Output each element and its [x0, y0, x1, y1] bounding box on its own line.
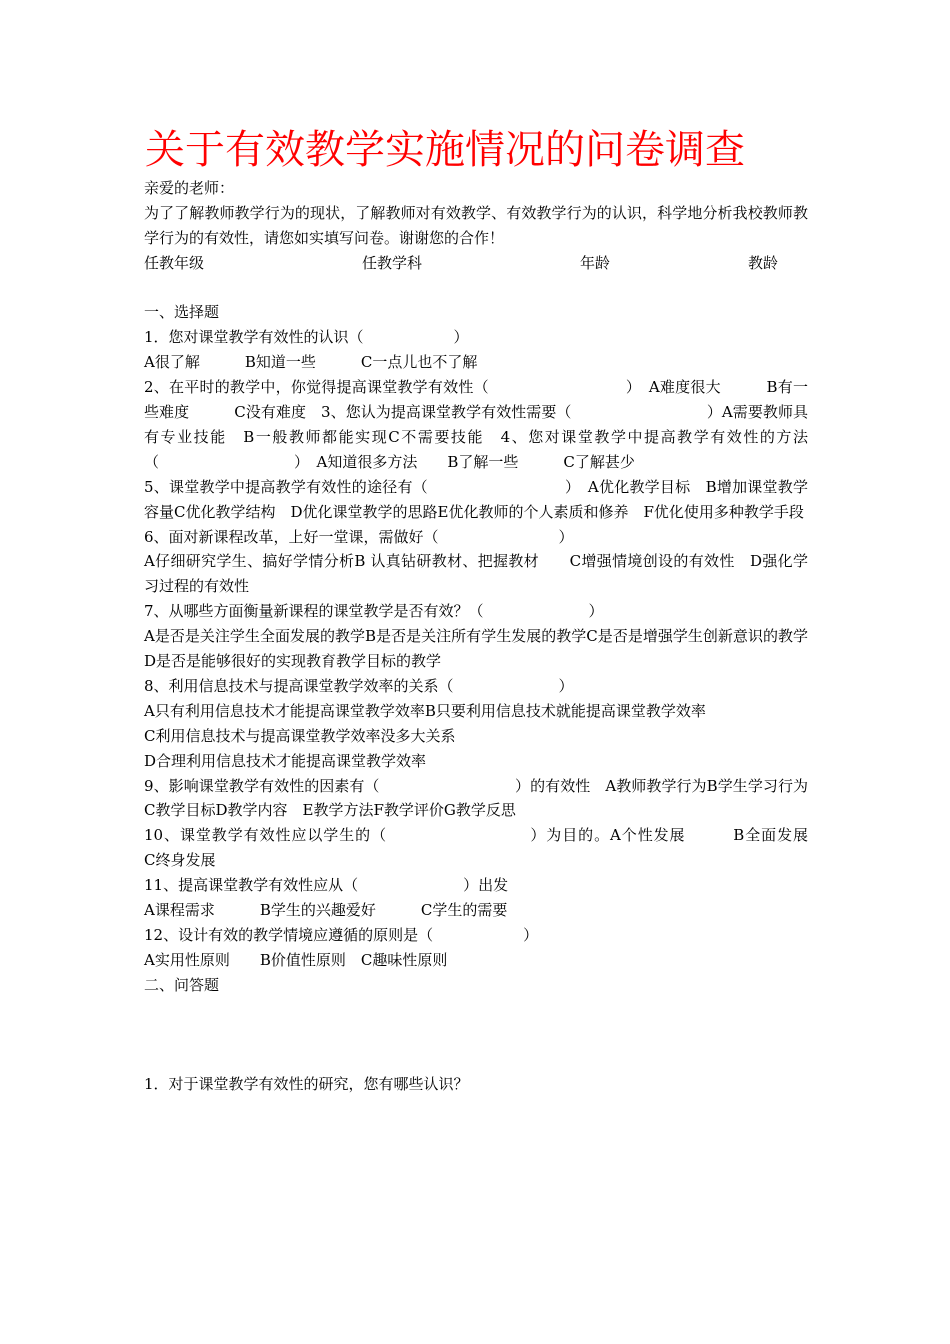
question-11-options: A课程需求 B学生的兴趣爱好 C学生的需要 [144, 901, 508, 920]
spacer [144, 998, 808, 1072]
question-11: 11、提高课堂教学有效性应从（ ）出发 [144, 876, 509, 895]
question-10: 10、课堂教学有效性应以学生的（ ）为目的。A个性发展 B全面发展 C终身发展 [144, 826, 854, 870]
info-fields-row [144, 251, 808, 276]
questions-2-to-4: 2、在平时的教学中，你觉得提高课堂教学有效性（ ） A难度很大 B有一些难度 C没有难度 3、您认为提高课堂教学有效性需要（ ）A需要教师具有专业技能 B一般教师都能实现C不需要技能 4、您对课堂教学中提高教学有效性的方法（ ） A知道很多方法 B了解一些 C了解甚少 [144, 378, 808, 471]
question-12-options: A实用性原则 B价值性原则 C趣味性原则 [144, 950, 448, 969]
question-8-option-c: C利用信息技术与提高课堂教学效率没多大关系 [144, 726, 456, 745]
qa-question-1: 1．对于课堂教学有效性的研究，您有哪些认识？ [144, 1074, 469, 1093]
field-subject: 任教学科 [362, 253, 423, 272]
question-7: 7、从哪些方面衡量新课程的课堂教学是否有效？（ ） [144, 602, 604, 621]
questionnaire-body [144, 176, 854, 1097]
page-title: 关于有效教学实施情况的问卷调查 [145, 127, 745, 173]
question-8-option-d: D合理利用信息技术才能提高课堂教学效率 [144, 751, 427, 770]
question-1-options: A很了解 B知道一些 C一点儿也不了解 [144, 353, 478, 372]
question-6: 6、面对新课程改革，上好一堂课，需做好（ ） [144, 527, 574, 546]
question-8: 8、利用信息技术与提高课堂教学效率的关系（ ） [144, 677, 574, 695]
question-9: 9、影响课堂教学有效性的因素有（ ）的有效性 A教师教学行为B学生学习行为C教学目标D教学内容 E教学方法F教学评价G教学反思 [144, 776, 808, 820]
question-8-option-ab: A只有利用信息技术才能提高课堂教学效率B只要利用信息技术就能提高课堂教学效率 [144, 701, 706, 720]
field-age: 年龄 [580, 253, 611, 272]
greeting: 亲爱的老师： [144, 179, 235, 197]
section-heading-qa: 二、问答题 [144, 975, 220, 994]
spacer [144, 276, 808, 301]
field-grade: 任教年级 [144, 253, 205, 272]
section-heading-choice: 一、选择题 [144, 303, 220, 322]
question-1: 1．您对课堂教学有效性的认识（ ） [144, 328, 469, 347]
question-7-options: A是否是关注学生全面发展的教学B是否是关注所有学生发展的教学C是否是增强学生创新意识的教学D是否是能够很好的实现教育教学目标的教学 [144, 627, 808, 671]
question-6-options: A仔细研究学生、搞好学情分析B 认真钻研教材、把握教材 C增强情境创设的有效性 D强化学习过程的有效性 [144, 552, 808, 596]
question-12: 12、设计有效的教学情境应遵循的原则是（ ） [144, 925, 539, 944]
question-5: 5、课堂教学中提高教学有效性的途径有（ ） A优化教学目标 B增加课堂教学容量C优化教学结构 D优化课堂教学的思路E优化教师的个人素质和修养 F优化使用多种教学手段 [144, 477, 808, 521]
intro-paragraph: 为了了解教师教学行为的现状，了解教师对有效教学、有效教学行为的认识，科学地分析我校教师教学行为的有效性，请您如实填写问卷。谢谢您的合作！ [144, 203, 808, 247]
field-teaching-years: 教龄 [748, 253, 779, 272]
